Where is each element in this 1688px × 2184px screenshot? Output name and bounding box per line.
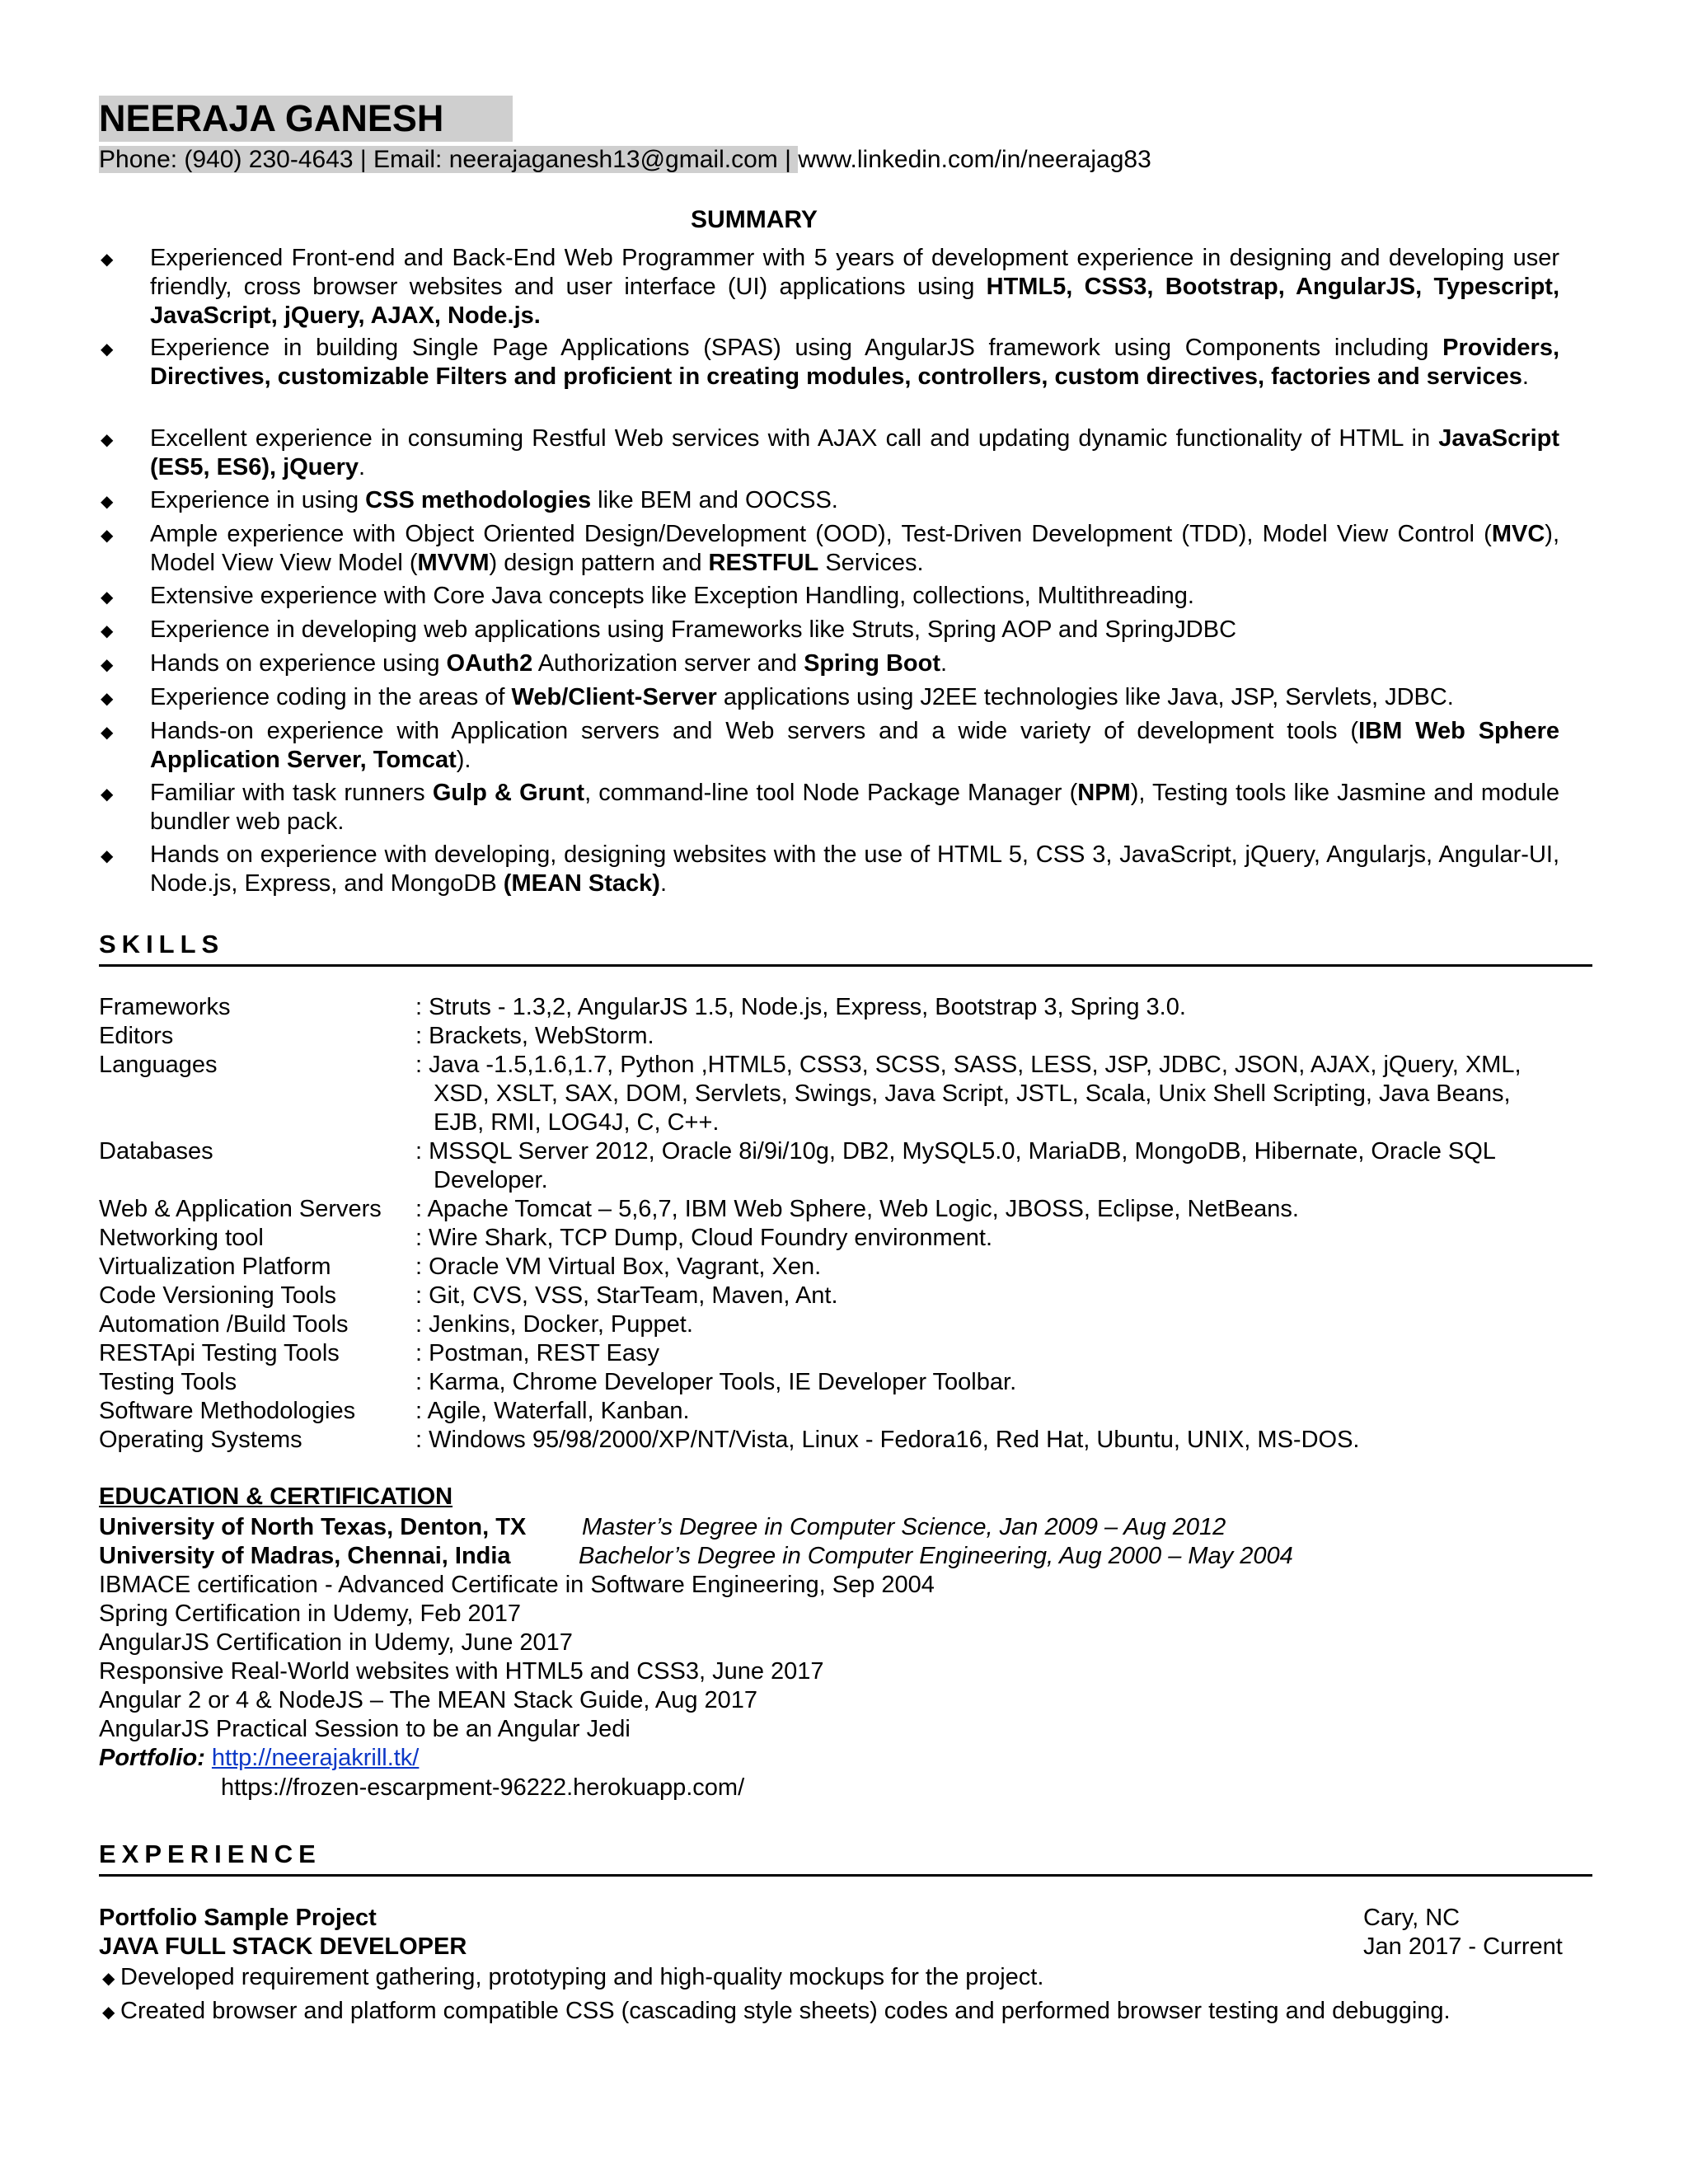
skills-title: SKILLS [99,930,225,958]
summary-item: Hands on experience with developing, designing websites with the use of HTML 5, CSS 3, JavaScript, jQuery, Angularjs, Angular-UI, Node.js, Express, and MongoDB (MEAN Stack). [150,841,1559,897]
skill-label: Frameworks [99,994,231,1020]
certification: AngularJS Certification in Udemy, June 2017 [99,1629,573,1656]
bullet-icon: ◆ [101,493,114,511]
job-dates: Jan 2017 - Current [1363,1933,1563,1960]
bullet-icon: ◆ [101,431,114,449]
bullet-icon: ◆ [101,251,114,269]
skill-label: Languages [99,1052,218,1078]
summary-item: Familiar with task runners Gulp & Grunt, command-line tool Node Package Manager (NPM), Testing tools like Jasmine and module bundler web pack. [150,780,1559,835]
portfolio-line [99,1744,419,1773]
degree: Master’s Degree in Computer Science, Jan 2009 – Aug 2012 [582,1514,1226,1540]
bullet-icon: ◆ [101,527,114,545]
certification: AngularJS Practical Session to be an Angular Jedi [99,1716,631,1742]
linkedin-url[interactable]: www.linkedin.com/in/neerajag83 [798,146,1151,173]
skill-label: RESTApi Testing Tools [99,1340,340,1366]
skills-divider [99,964,1592,967]
bullet-icon: ◆ [102,1970,115,1988]
job-role: JAVA FULL STACK DEVELOPER [99,1933,467,1960]
skill-label: Software Methodologies [99,1398,356,1424]
bullet-icon: ◆ [101,622,114,640]
bullet-icon: ◆ [101,656,114,674]
school-name: University of Madras, Chennai, India [99,1543,511,1569]
school-name: University of North Texas, Denton, TX [99,1514,527,1540]
experience-divider [99,1874,1592,1877]
experience-bullet: Created browser and platform compatible CSS (cascading style sheets) codes and performed browser testing and debugging. [120,1998,1451,2024]
summary-item: Experience in using CSS methodologies like BEM and OOCSS. [150,487,838,513]
skill-label: Testing Tools [99,1369,237,1395]
skill-value: : MSSQL Server 2012, Oracle 8i/9i/10g, DB2, MySQL5.0, MariaDB, MongoDB, Hibernate, Oracle SQL Developer. [415,1138,1496,1193]
skill-label: Operating Systems [99,1427,302,1453]
portfolio-link-2[interactable]: https://frozen-escarpment-96222.herokuapp.com/ [221,1774,745,1801]
bullet-icon: ◆ [101,588,114,607]
education-title: EDUCATION & CERTIFICATION [99,1483,453,1510]
summary-item: Excellent experience in consuming Restful Web services with AJAX call and updating dynamic functionality of HTML in JavaScript (ES5, ES6), jQuery. [150,425,1559,480]
bullet-icon: ◆ [101,340,114,359]
bullet-icon: ◆ [101,785,114,804]
bullet-icon: ◆ [101,847,114,865]
skill-value: : Apache Tomcat – 5,6,7, IBM Web Sphere, Web Logic, JBOSS, Eclipse, NetBeans. [415,1196,1299,1222]
degree: Bachelor’s Degree in Computer Engineering, Aug 2000 – May 2004 [579,1543,1293,1569]
summary-item: Hands on experience using OAuth2 Authorization server and Spring Boot. [150,650,948,677]
summary-item: Experience in developing web applications using Frameworks like Struts, Spring AOP and SpringJDBC [150,616,1237,643]
portfolio-link[interactable]: http://neerajakrill.tk/ [211,1745,420,1771]
contact-line [99,143,1151,176]
project-name: Portfolio Sample Project [99,1905,377,1931]
certification: Spring Certification in Udemy, Feb 2017 [99,1601,522,1627]
skill-value: : Java -1.5,1.6,1.7, Python ,HTML5, CSS3, SCSS, SASS, LESS, JSP, JDBC, JSON, AJAX, jQuery, XML, XSD, XSLT, SAX, DOM, Servlets, Swings, Java Script, JSTL, Scala, Unix Shell Scripting, Java Beans, EJB, RMI, LOG4J, C, C++. [415,1052,1522,1136]
skill-label: Automation /Build Tools [99,1311,349,1338]
skill-label: Web & Application Servers [99,1196,382,1222]
experience-title: EXPERIENCE [99,1840,321,1868]
skill-label: Virtualization Platform [99,1254,331,1280]
skill-label: Databases [99,1138,213,1165]
summary-item: Experience in building Single Page Applications (SPAS) using AngularJS framework using Components including Providers, Directives, customizable Filters and proficient in creating modules, controllers, custom directives, factories and services. [150,335,1559,390]
skill-value: : Struts - 1.3,2, AngularJS 1.5, Node.js, Express, Bootstrap 3, Spring 3.0. [415,994,1186,1020]
summary-title: SUMMARY [691,206,818,233]
skill-label: Networking tool [99,1225,264,1251]
bullet-icon: ◆ [101,690,114,708]
skill-value: : Jenkins, Docker, Puppet. [415,1311,693,1338]
summary-item: Ample experience with Object Oriented Design/Development (OOD), Test-Driven Development (TDD), Model View Control (MVC), Model View View Model (MVVM) design pattern and RESTFUL Services. [150,521,1559,576]
portfolio-label: Portfolio: [99,1745,205,1771]
certification: Responsive Real-World websites with HTML5 and CSS3, June 2017 [99,1658,824,1685]
phone-email: Phone: (940) 230-4643 | Email: neerajaganesh13@gmail.com | [99,146,799,173]
certification: IBMACE certification - Advanced Certificate in Software Engineering, Sep 2004 [99,1572,935,1598]
bullet-icon: ◆ [102,2004,115,2022]
bullet-icon: ◆ [101,724,114,742]
skill-label: Editors [99,1023,174,1049]
skill-label: Code Versioning Tools [99,1282,337,1309]
experience-bullet: Developed requirement gathering, prototyping and high-quality mockups for the project. [120,1964,1044,1990]
skill-value: : Windows 95/98/2000/XP/NT/Vista, Linux - Fedora16, Red Hat, Ubuntu, UNIX, MS-DOS. [415,1427,1360,1453]
candidate-name: NEERAJA GANESH [99,96,513,142]
skill-value: : Postman, REST Easy [415,1340,660,1366]
skill-value: : Git, CVS, VSS, StarTeam, Maven, Ant. [415,1282,838,1309]
skill-value: : Karma, Chrome Developer Tools, IE Developer Toolbar. [415,1369,1017,1395]
skill-value: : Brackets, WebStorm. [415,1023,654,1049]
job-location: Cary, NC [1363,1905,1461,1931]
certification: Angular 2 or 4 & NodeJS – The MEAN Stack Guide, Aug 2017 [99,1687,758,1713]
skill-value: : Oracle VM Virtual Box, Vagrant, Xen. [415,1254,822,1280]
summary-item: Hands-on experience with Application servers and Web servers and a wide variety of development tools (IBM Web Sphere Application Server, Tomcat). [150,718,1560,773]
summary-item: Experienced Front-end and Back-End Web Programmer with 5 years of development experience in designing and developing user friendly, cross browser websites and user interface (UI) applications using HTML5, CSS3, Bootstrap, AngularJS, Typescript, JavaScript, jQuery, AJAX, Node.js. [150,245,1560,329]
summary-item: Extensive experience with Core Java concepts like Exception Handling, collections, Multithreading. [150,583,1194,609]
skill-value: : Wire Shark, TCP Dump, Cloud Foundry environment. [415,1225,993,1251]
skill-value: : Agile, Waterfall, Kanban. [415,1398,690,1424]
summary-item: Experience coding in the areas of Web/Client-Server applications using J2EE technologies like Java, JSP, Servlets, JDBC. [150,684,1454,710]
